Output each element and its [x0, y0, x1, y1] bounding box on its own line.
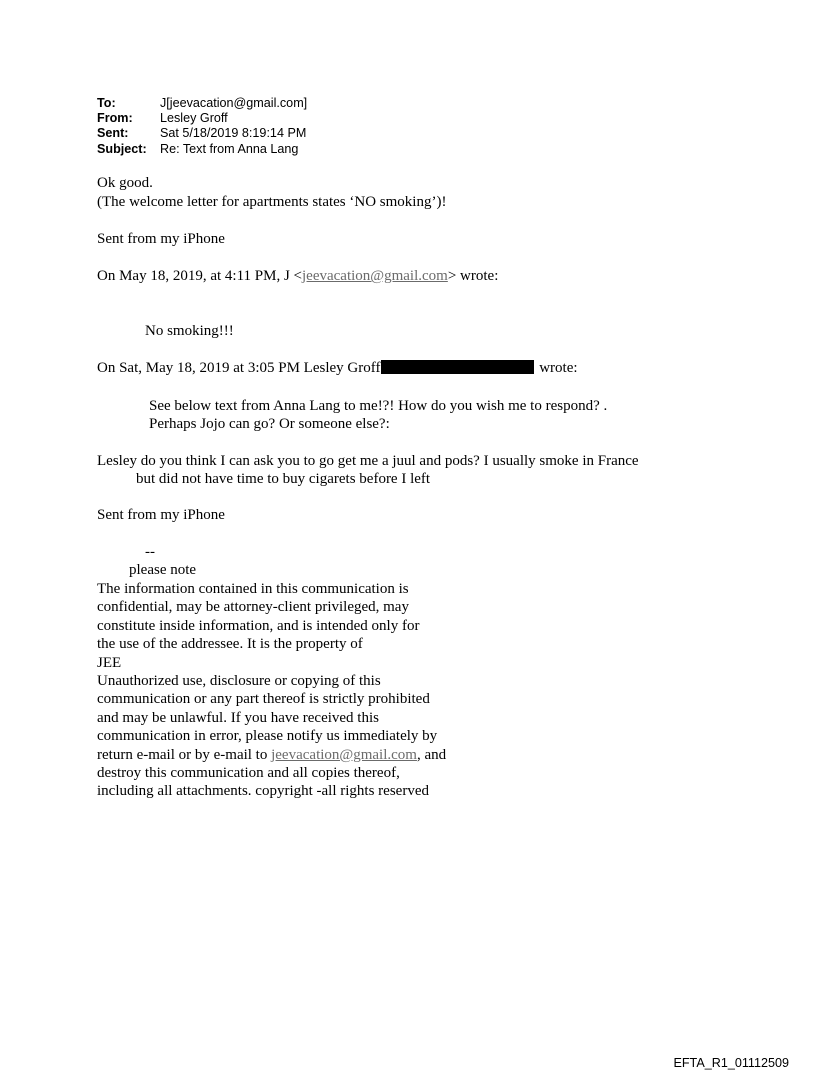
disclaimer-line: destroy this communication and all copies thereof,	[97, 765, 400, 782]
sent-row	[97, 126, 307, 141]
signature-2: Sent from my iPhone	[97, 507, 225, 523]
disclaimer-line: communication in error, please notify us immediately by	[97, 728, 438, 745]
quote-header-1-suffix: > wrote:	[447, 268, 499, 284]
subject-row	[97, 142, 307, 157]
quote-header-1-prefix: On May 18, 2019, at 4:11 PM, J <	[97, 268, 302, 284]
to-value: J[jeevacation@gmail.com]	[160, 96, 308, 110]
from-value: Lesley Groff	[160, 111, 228, 126]
disclaimer	[97, 580, 446, 801]
body-line-2: (The welcome letter for apartments states ‘NO smoking’)!	[97, 194, 447, 210]
lesley-message-line-2: Perhaps Jojo can go? Or someone else?:	[149, 416, 390, 432]
from-label: From:	[97, 111, 133, 126]
disclaimer-line: the use of the addressee. It is the property of	[97, 636, 363, 653]
to-row	[97, 96, 307, 111]
disclaimer-email-link[interactable]: jeevacation@gmail.com	[271, 746, 417, 763]
disclaimer-email-line	[97, 746, 446, 764]
disclaimer-email-suffix: , and	[416, 746, 447, 763]
signature-dashes: --	[145, 544, 155, 560]
disclaimer-line: including all attachments. copyright -all rights reserved	[97, 783, 429, 800]
document-id: EFTA_R1_01112509	[673, 1056, 789, 1070]
quote-header-2	[97, 359, 578, 377]
quote-header-2-suffix: wrote:	[535, 360, 578, 376]
subject-label: Subject:	[97, 141, 147, 156]
anna-message-line-1: Lesley do you think I can ask you to go get me a juul and pods? I usually smoke in France	[97, 453, 639, 469]
sent-label: Sent:	[97, 126, 129, 141]
redaction-box	[381, 360, 534, 374]
disclaimer-line: The information contained in this communication is	[97, 581, 409, 597]
anna-message-line-2: but did not have time to buy cigarets before I left	[136, 471, 431, 487]
disclaimer-line: communication or any part thereof is strictly prohibited	[97, 691, 430, 708]
to-label: To:	[97, 96, 116, 110]
sent-value: Sat 5/18/2019 8:19:14 PM	[160, 126, 307, 141]
subject-value: Re: Text from Anna Lang	[160, 141, 299, 156]
from-row	[97, 111, 307, 126]
lesley-message-line-1: See below text from Anna Lang to me!?! How do you wish me to respond? .	[149, 398, 608, 414]
email-header	[97, 96, 307, 157]
signature-1: Sent from my iPhone	[97, 231, 225, 247]
no-smoking-line: No smoking!!!	[145, 323, 234, 339]
disclaimer-line: and may be unlawful. If you have received this	[97, 709, 379, 726]
disclaimer-line: confidential, may be attorney-client privileged, may	[97, 599, 409, 616]
quote-header-1	[97, 267, 498, 285]
disclaimer-line: Unauthorized use, disclosure or copying of this	[97, 673, 381, 690]
quote-header-1-email-link[interactable]: jeevacation@gmail.com	[302, 268, 448, 284]
disclaimer-email-prefix: return e-mail or by e-mail to	[97, 746, 272, 763]
disclaimer-line: JEE	[97, 654, 122, 671]
quote-header-2-prefix: On Sat, May 18, 2019 at 3:05 PM Lesley Groff	[97, 360, 381, 376]
disclaimer-line: constitute inside information, and is intended only for	[97, 617, 420, 634]
body-line-1: Ok good.	[97, 175, 153, 191]
please-note: please note	[129, 562, 197, 578]
